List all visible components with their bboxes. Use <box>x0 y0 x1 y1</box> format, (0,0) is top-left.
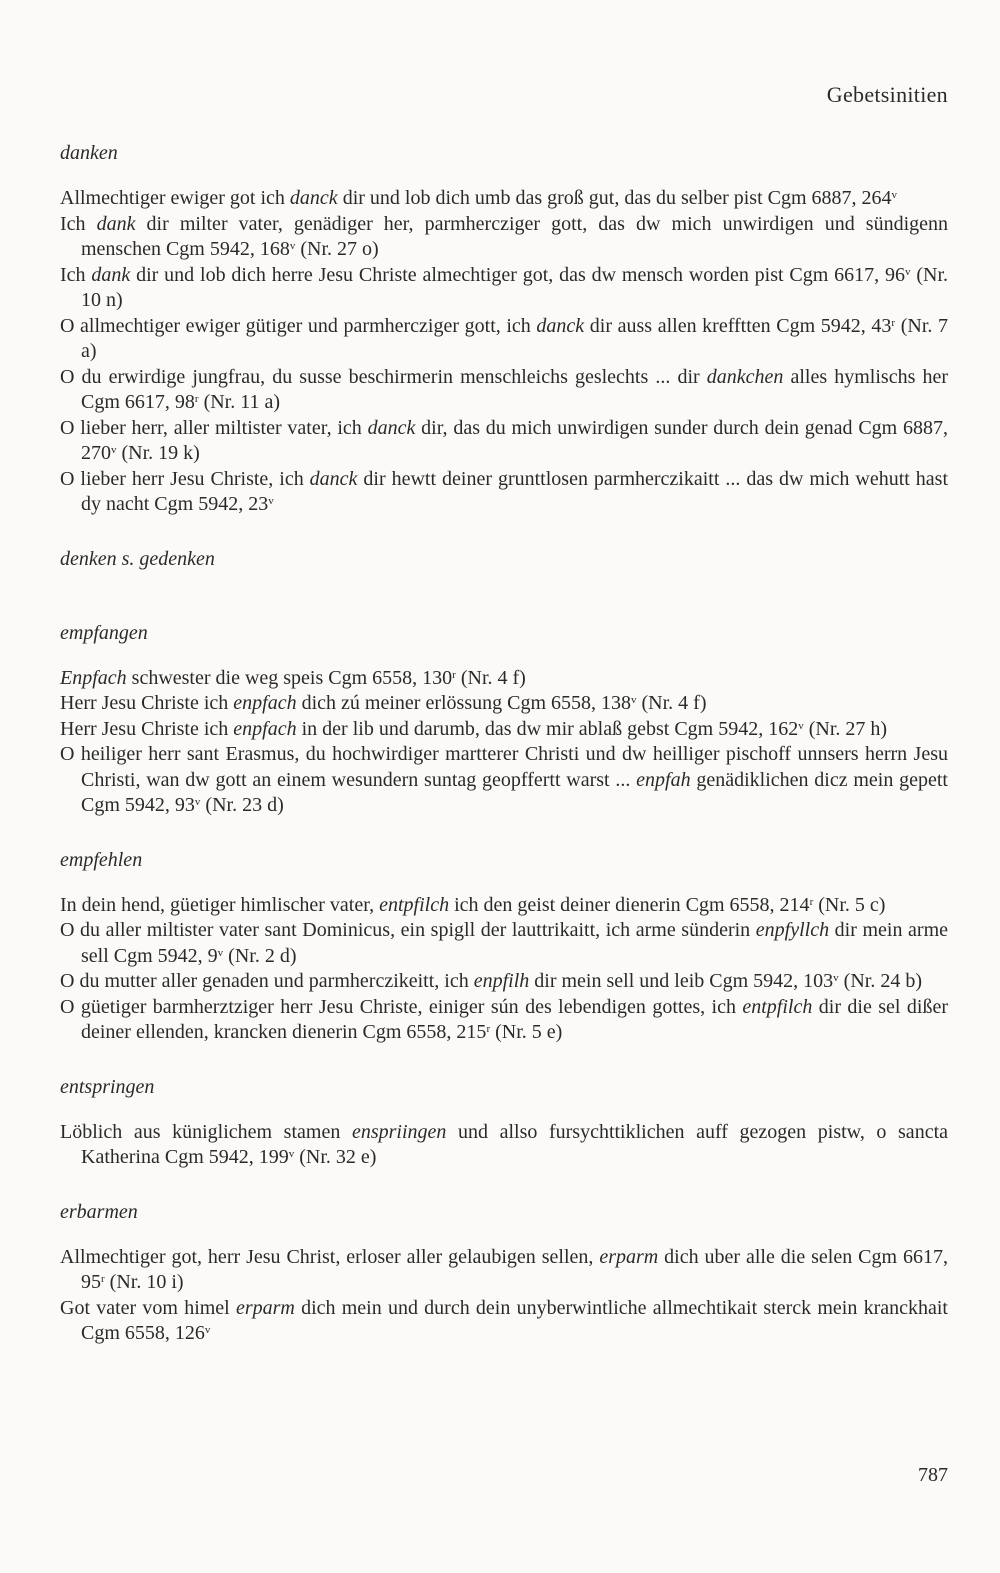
folio-side: v <box>891 189 898 201</box>
section-keyword: empfehlen <box>60 848 143 871</box>
entry-text: (Nr. 2 d) <box>223 944 297 967</box>
section-keyword: erbarmen <box>60 1200 138 1223</box>
entry-text: alles hymlischs her Cgm 6617, 98 <box>81 365 948 413</box>
entry-text: dich uber alle die selen Cgm 6617, 95 <box>81 1245 948 1293</box>
folio-side: r <box>101 1273 105 1285</box>
entry-text: (Nr. 27 o) <box>295 238 379 260</box>
prayer-entry <box>60 666 948 692</box>
entry-text: genädiklichen dicz mein gepett Cgm 5942, 93 <box>81 768 948 816</box>
index-content <box>60 140 948 1347</box>
section-keyword: empfangen <box>60 621 148 644</box>
entry-text: Löblich aus küniglichem stamen <box>60 1120 352 1143</box>
highlighted-word: entpfilch <box>742 995 813 1018</box>
entry-text: in der lib und darumb, das dw mir ablaß gebst Cgm 5942, 162 <box>296 717 799 740</box>
entry-text: O heiliger herr sant Erasmus, du hochwirdiger martterer Christi und dw heilliger pischoff unnsers herrn Jesu Christi, wan dw gott an einem wesundern suntag geopffertt warst ... <box>60 743 948 791</box>
entry-text: O du erwirdige jungfrau, du susse beschirmerin menschleichs geslechts ... dir <box>60 365 707 388</box>
entry-text: dir milter vater, genädiger her, parmhercziger gott, das dw mich unwirdigen und sündigenn menschen Cgm 5942, 168 <box>81 212 948 260</box>
prayer-entry <box>60 212 948 263</box>
section-gap <box>60 819 948 847</box>
entry-text: (Nr. 24 b) <box>838 970 922 992</box>
entry-text: In dein hend, güetiger himlischer vater, <box>60 893 380 916</box>
entry-text: (Nr. 5 e) <box>490 1021 563 1043</box>
prayer-entry <box>60 1120 948 1171</box>
entry-text: (Nr. 27 h) <box>803 717 888 740</box>
index-section <box>60 847 948 1046</box>
highlighted-word: danck <box>536 314 585 337</box>
index-section <box>60 1199 948 1347</box>
entry-text: dir und lob dich umb das groß gut, das du selber pist Cgm 6887, 264 <box>337 187 892 209</box>
section-gap <box>60 1171 948 1199</box>
prayer-entry <box>60 717 948 743</box>
entry-text: (Nr. 5 c) <box>813 893 886 916</box>
entry-text: (Nr. 4 f) <box>636 692 707 714</box>
prayer-entry <box>60 995 948 1046</box>
folio-side: v <box>905 265 911 278</box>
folio-side: v <box>631 694 637 706</box>
entry-text: (Nr. 7 a) <box>81 314 948 362</box>
prayer-entry <box>60 263 948 314</box>
prayer-entry <box>60 691 948 717</box>
prayer-entry <box>60 893 948 919</box>
folio-side: v <box>289 240 296 252</box>
entry-text: Allmechtiger ewiger got ich <box>60 187 290 209</box>
entry-text: dir und lob dich herre Jesu Christe almechtiger got, das dw mensch worden pist Cgm 6617, 96 <box>130 263 905 286</box>
entry-text: dir die sel dißer deiner ellenden, krancken dienerin Cgm 6558, 215 <box>81 995 948 1043</box>
section-gap <box>60 592 948 620</box>
highlighted-word: erparm <box>235 1296 295 1319</box>
highlighted-word: erparm <box>599 1245 659 1268</box>
entry-text: O lieber herr Jesu Christe, ich <box>60 467 310 490</box>
index-section <box>60 546 948 572</box>
running-head: Gebetsinitien <box>826 82 948 107</box>
prayer-entry <box>60 467 948 518</box>
folio-side: v <box>288 1148 295 1160</box>
entry-text: (Nr. 11 a) <box>198 391 281 413</box>
highlighted-word: danck <box>309 467 358 490</box>
section-keyword: denken s. gedenken <box>60 547 215 570</box>
entry-text: Allmechtiger got, herr Jesu Christ, erloser aller gelaubigen sellen, <box>60 1245 600 1268</box>
folio-side: r <box>452 668 456 681</box>
folio-side: v <box>833 972 839 984</box>
entry-text: dir mein sell und leib Cgm 5942, 103 <box>529 970 834 992</box>
highlighted-word: enpfilh <box>473 970 530 992</box>
folio-side: r <box>486 1023 491 1035</box>
highlighted-word: Enpfach <box>60 666 127 689</box>
entry-text: dir hewtt deiner grunttlosen parmherczikaitt ... das dw mich wehutt hast dy nacht Cgm 5942, 23 <box>81 467 948 515</box>
entry-text: (Nr. 4 f) <box>455 666 526 689</box>
page-number: 787 <box>918 1464 948 1486</box>
highlighted-word: danck <box>289 187 338 209</box>
entry-text: (Nr. 23 d) <box>200 794 284 816</box>
section-gap <box>60 518 948 546</box>
folio-side: r <box>891 316 896 329</box>
highlighted-word: enpfyllch <box>755 919 830 941</box>
folio-side: r <box>809 895 814 908</box>
entry-text: und allso fursychttiklichen auff gezogen pistw, o sancta Katherina Cgm 5942, 199 <box>81 1120 948 1168</box>
entry-text: Herr Jesu Christe ich <box>60 717 234 740</box>
entry-text: dich mein und durch dein unyberwintliche allmechtikait sterck mein kranckhait Cgm 6558, 126 <box>81 1296 948 1344</box>
prayer-entry <box>60 365 948 416</box>
entry-text: (Nr. 32 e) <box>294 1146 377 1168</box>
folio-side: v <box>217 946 224 959</box>
highlighted-word: dank <box>91 263 131 286</box>
highlighted-word: dank <box>96 212 136 235</box>
entry-text: (Nr. 10 i) <box>104 1271 184 1293</box>
prayer-entry <box>60 969 948 995</box>
section-keyword: danken <box>60 142 118 164</box>
prayer-entry <box>60 918 948 969</box>
highlighted-word: entpfilch <box>379 893 450 916</box>
entry-text: dich zú meiner erlössung Cgm 6558, 138 <box>296 692 632 714</box>
entry-text: dir, das du mich unwirdigen sunder durch dein genad Cgm 6887, 270 <box>81 416 948 464</box>
entry-text: (Nr. 19 k) <box>116 442 200 464</box>
entry-text: schwester die weg speis Cgm 6558, 130 <box>126 666 453 689</box>
entry-text: Herr Jesu Christe ich <box>60 692 234 714</box>
highlighted-word: dankchen <box>706 365 784 388</box>
section-gap <box>60 1046 948 1074</box>
section-keyword: entspringen <box>60 1075 155 1098</box>
prayer-entry <box>60 742 948 819</box>
prayer-entry <box>60 314 948 365</box>
folio-side: v <box>194 796 201 808</box>
entry-text: O lieber herr, aller miltister vater, ich <box>60 416 368 439</box>
prayer-entry <box>60 186 948 212</box>
entry-text: Ich <box>60 212 97 235</box>
entry-text: O du mutter aller genaden und parmherczikeitt, ich <box>60 970 474 992</box>
entry-text: Got vater vom himel <box>60 1296 236 1319</box>
highlighted-word: enpfach <box>233 692 297 714</box>
index-section <box>60 140 948 518</box>
folio-side: v <box>111 444 117 456</box>
index-section <box>60 620 948 819</box>
folio-side: v <box>268 495 274 507</box>
highlighted-word: enspriingen <box>351 1120 447 1143</box>
prayer-entry <box>60 1296 948 1347</box>
entry-text: dir mein arme sell Cgm 5942, 9 <box>81 919 949 967</box>
entry-text: dir auss allen krefftten Cgm 5942, 43 <box>584 314 892 337</box>
entry-text: O allmechtiger ewiger gütiger und parmhercziger gott, ich <box>60 314 537 337</box>
folio-side: r <box>194 393 199 405</box>
folio-side: v <box>798 719 804 732</box>
highlighted-word: danck <box>367 416 416 439</box>
highlighted-word: enpfah <box>636 768 691 791</box>
index-section <box>60 1074 948 1171</box>
prayer-entry <box>60 1245 948 1296</box>
folio-side: v <box>204 1324 211 1336</box>
prayer-entry <box>60 416 948 467</box>
entry-text: Ich <box>60 263 92 286</box>
highlighted-word: enpfach <box>233 717 297 740</box>
entry-text: (Nr. 10 n) <box>81 263 949 311</box>
entry-text: O güetiger barmherztziger herr Jesu Christe, einiger sún des lebendigen gottes, ich <box>60 995 743 1018</box>
entry-text: ich den geist deiner dienerin Cgm 6558, 214 <box>449 893 810 916</box>
entry-text: O du aller miltister vater sant Dominicus, ein spigll der lauttrikaitt, ich arme sünderin <box>60 919 756 941</box>
